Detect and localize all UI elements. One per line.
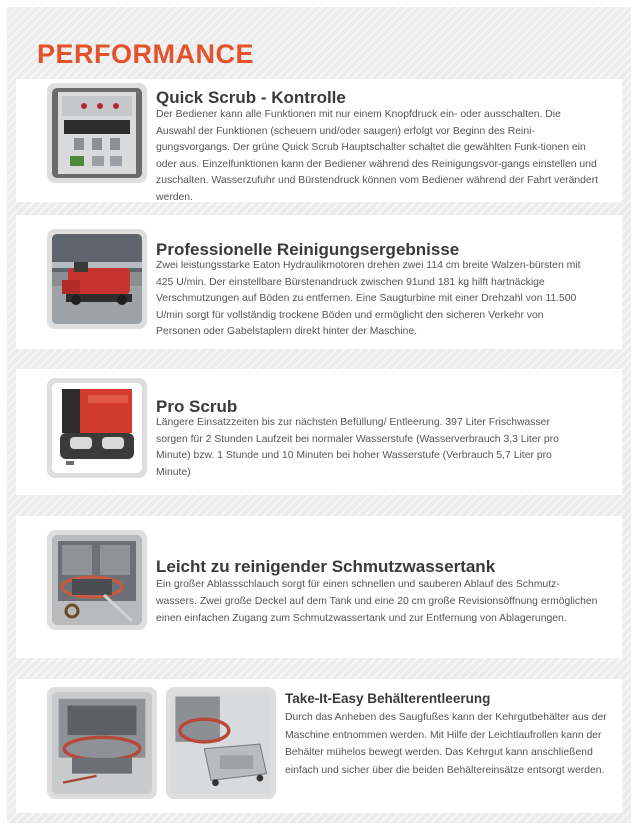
page-title: PERFORMANCE xyxy=(37,39,255,69)
brochure-page xyxy=(7,7,631,823)
section-body: Durch das Anheben des Saugfußes kann der Kehrgutbehälter aus der Maschine entnommen werden. Mit Hilfe der Leichtlaufrollen kann der Behälter mühelos bewegt werden. Das Kehrgut kann anschließend einfach und sicher über die beiden Behältereinsätze entsorgt werden. xyxy=(285,712,607,776)
recovery-tank-photo xyxy=(52,535,142,625)
section-heading: Professionelle Reinigungsergebnisse xyxy=(156,240,460,259)
control-panel-photo xyxy=(52,88,142,178)
water-tank-photo-frame xyxy=(47,378,147,478)
section-professional-results xyxy=(16,215,622,349)
water-tank-photo xyxy=(52,383,142,473)
hopper-photo-frame-1 xyxy=(47,687,157,799)
hopper-bin-photo xyxy=(171,692,271,794)
control-panel-photo-frame xyxy=(47,83,147,183)
section-quick-scrub xyxy=(16,79,622,202)
section-body: Zwei leistungsstarke Eaton Hydraulikmotoren drehen zwei 114 cm breite Walzen-bürsten mit 425 U/min. Der einstellbare Bürstenandruck zwischen 91und 181 kg hilft hartnäckige Verschmutzungen auf Böden zu entfernen. Eine Saugturbine mit einer Drehzahl von 11.500 U/min sorgt für vollständig trockene Böden und ermöglicht den sicheren Verkehr von Personen oder Gabelstaplern direkt hinter der Maschine. xyxy=(156,260,581,338)
recovery-tank-photo-frame xyxy=(47,530,147,630)
hopper-photo-frame-2 xyxy=(166,687,276,799)
section-heading: Take-It-Easy Behälterentleerung xyxy=(285,691,491,706)
section-heading: Leicht zu reinigender Schmutzwassertank xyxy=(156,557,496,576)
section-heading: Pro Scrub xyxy=(156,397,238,416)
hopper-photo xyxy=(52,692,152,794)
scrubber-machine-photo xyxy=(52,234,142,324)
section-body: Der Bediener kann alle Funktionen mit nur einem Knopfdruck ein- oder ausschalten. Die Auswahl der Funktionen (scheuern und/oder saugen) erfolgt vor Beginn des Reini-gungsvorgangs. Der grüne Quick Scrub Hauptschalter schaltet die gewählten Funk-tionen ein oder aus. Einzelfunktionen kann der Bediener während des Reinigungsvor-gangs einstellen und zuschalten. Wasserzufuhr und Bürstendruck können vom Bediener während der Fahrt verändert werden. xyxy=(156,109,599,203)
section-recovery-tank xyxy=(16,516,622,658)
section-pro-scrub xyxy=(16,369,622,495)
section-body: Längere Einsatzzeiten bis zur nächsten Befüllung/ Entleerung. 397 Liter Frischwasser sorgen für 2 Stunden Laufzeit bei normaler Wasserstufe (Wasserverbrauch 3,3 Liter pro Minute) bzw. 1 Stunde und 10 Minuten bei hoher Wasserstufe (Verbrauch 5,7 Liter pro Minute) xyxy=(156,417,559,478)
section-body: Ein großer Ablassschlauch sorgt für einen schnellen und sauberen Ablauf des Schmutz-wassers. Zwei große Deckel auf dem Tank und eine 20 cm große Revisionsöffnung ermöglichen einen einfachen Zugang zum Schmutzwassertank und zur Entfernung von Ablagerungen. xyxy=(156,579,598,625)
section-heading: Quick Scrub - Kontrolle xyxy=(156,88,346,107)
section-hopper xyxy=(16,679,622,813)
scrubber-machine-photo-frame xyxy=(47,229,147,329)
